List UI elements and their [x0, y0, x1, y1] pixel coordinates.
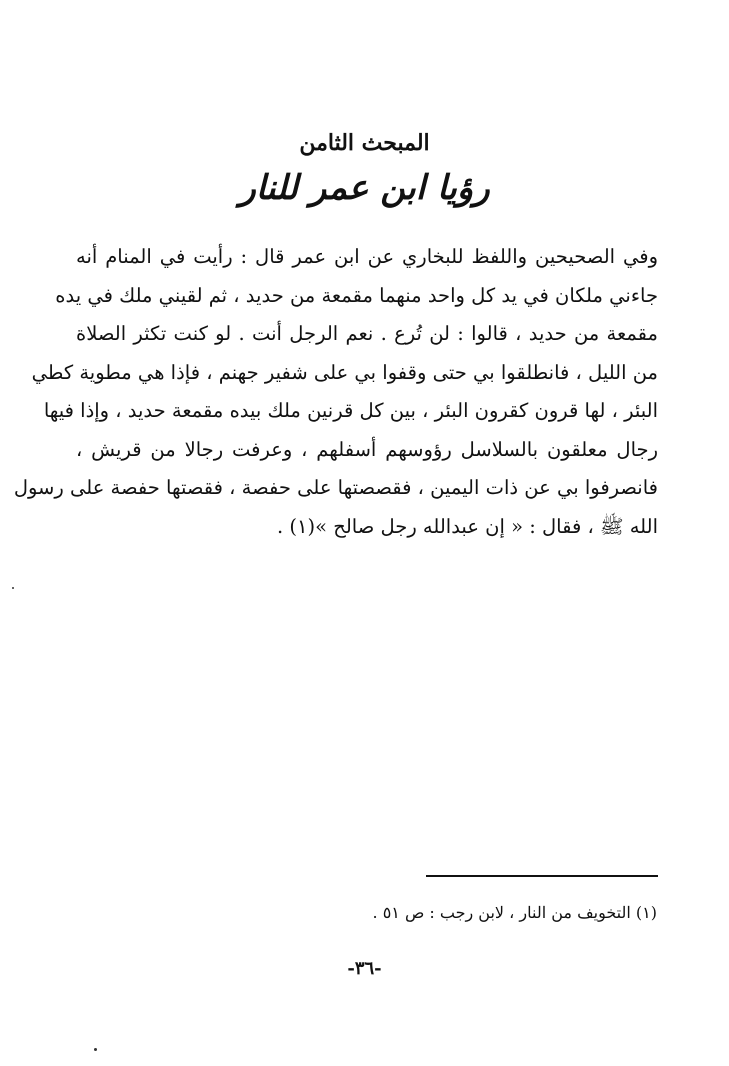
- footnote-divider: [426, 875, 658, 877]
- page-number: -٣٦-: [347, 958, 382, 979]
- footnote: (١) التخويف من النار ، لابن رجب : ص ٥١ .: [372, 903, 657, 922]
- body-line: مقمعة من حديد ، قالوا : لن تُرع . نعم الرجل أنت . لو كنت تكثر الصلاة: [76, 322, 658, 345]
- body-line: رجال معلقون بالسلاسل رؤوسهم أسفلهم ، وعرفت رجالا من قريش ،: [76, 437, 658, 461]
- scan-speck: [12, 587, 14, 589]
- body-line: فانصرفوا بي عن ذات اليمين ، فقصصتها على حفصة ، فقصتها حفصة على رسول: [13, 476, 658, 499]
- body-line: جاءني ملكان في يد كل واحد منهما مقمعة من حديد ، ثم لقيني ملك في يده: [55, 283, 658, 307]
- scan-speck: [94, 1048, 97, 1051]
- body-line: الله ﷺ ، فقال : « إن عبدالله رجل صالح »(١) .: [277, 514, 658, 538]
- body-line: وفي الصحيحين واللفظ للبخاري عن ابن عمر قال : رأيت في المنام أنه: [76, 245, 658, 268]
- section-heading: المبحث الثامن: [299, 130, 430, 156]
- body-line: البئر ، لها قرون كقرون البئر ، بين كل قرنين ملك بيده مقمعة حديد ، وإذا فيها: [43, 399, 658, 422]
- body-paragraph: [13, 238, 658, 546]
- body-line: من الليل ، فانطلقوا بي حتى وقفوا بي على شفير جهنم ، فإذا هي مطوية كطي: [31, 360, 658, 384]
- chapter-title: رؤيا ابن عمر للنار: [239, 168, 490, 208]
